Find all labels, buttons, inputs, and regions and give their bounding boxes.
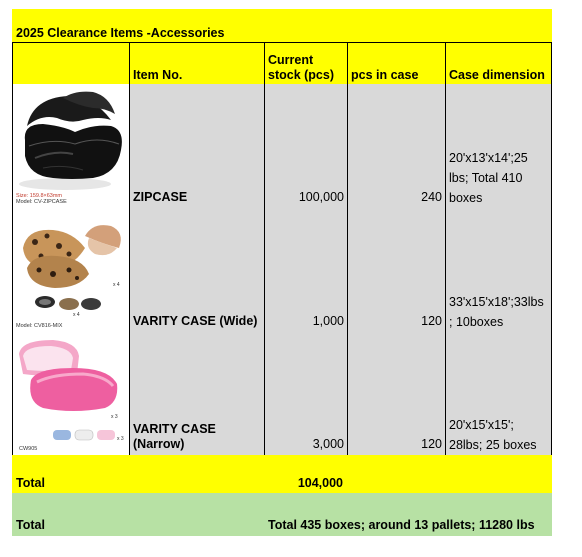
title-row — [12, 9, 552, 42]
svg-text:x 3: x 3 — [117, 436, 124, 442]
pcs-in-case: 240 — [347, 84, 445, 208]
grand-total-row — [12, 493, 552, 536]
black-zip-sunglass-case-photo — [13, 84, 129, 208]
model-caption: Model: CV816-MIX — [16, 323, 63, 329]
current-stock: 3,000 — [264, 332, 347, 455]
item-name: VARITY CASE (Narrow) — [129, 332, 264, 455]
case-dimension: 20'x13'x14';25 lbs; Total 410 boxes — [445, 84, 552, 208]
svg-text:x 3: x 3 — [111, 414, 118, 420]
svg-text:x 4: x 4 — [73, 312, 80, 318]
model-caption: CW905 — [19, 446, 38, 452]
header-current-stock: Current stock (pcs) — [264, 43, 347, 85]
svg-text:x 4: x 4 — [113, 282, 120, 288]
total-stock: 104,000 — [297, 476, 343, 490]
header-image — [12, 43, 129, 85]
pcs-in-case: 120 — [347, 332, 445, 455]
pink-hard-glasses-case-photo — [13, 332, 129, 455]
table-row — [12, 208, 552, 333]
product-image-cell — [12, 84, 129, 208]
total-row — [12, 455, 552, 493]
case-dimension: 33'x15'x18';33lbs ; 10boxes — [445, 208, 552, 332]
product-image-cell — [12, 208, 129, 332]
item-name: ZIPCASE — [129, 84, 264, 208]
table-row — [12, 332, 552, 456]
header-pcs-in-case: pcs in case — [347, 43, 445, 85]
item-name: VARITY CASE (Wide) — [129, 208, 264, 332]
header-case-dimension: Case dimension — [445, 43, 552, 85]
header-item-no: Item No. — [129, 43, 264, 85]
model-caption: Model: CV-ZIPCASE — [16, 199, 67, 205]
sheet-title: 2025 Clearance Items -Accessories — [16, 26, 225, 40]
table-row — [12, 84, 552, 209]
grand-total-label: Total — [16, 518, 45, 532]
grand-total-summary: Total 435 boxes; around 13 pallets; 11280 lbs — [268, 518, 535, 532]
current-stock: 1,000 — [264, 208, 347, 332]
product-image-cell — [12, 332, 129, 455]
pcs-in-case: 120 — [347, 208, 445, 332]
total-label: Total — [16, 476, 45, 490]
size-caption: Size: 159.8×63mm — [16, 193, 63, 199]
case-dimension: 20'x15'x15'; 28lbs; 25 boxes — [445, 332, 552, 455]
current-stock: 100,000 — [264, 84, 347, 208]
header-row — [12, 42, 552, 86]
leopard-print-glasses-case-photo — [13, 208, 129, 332]
